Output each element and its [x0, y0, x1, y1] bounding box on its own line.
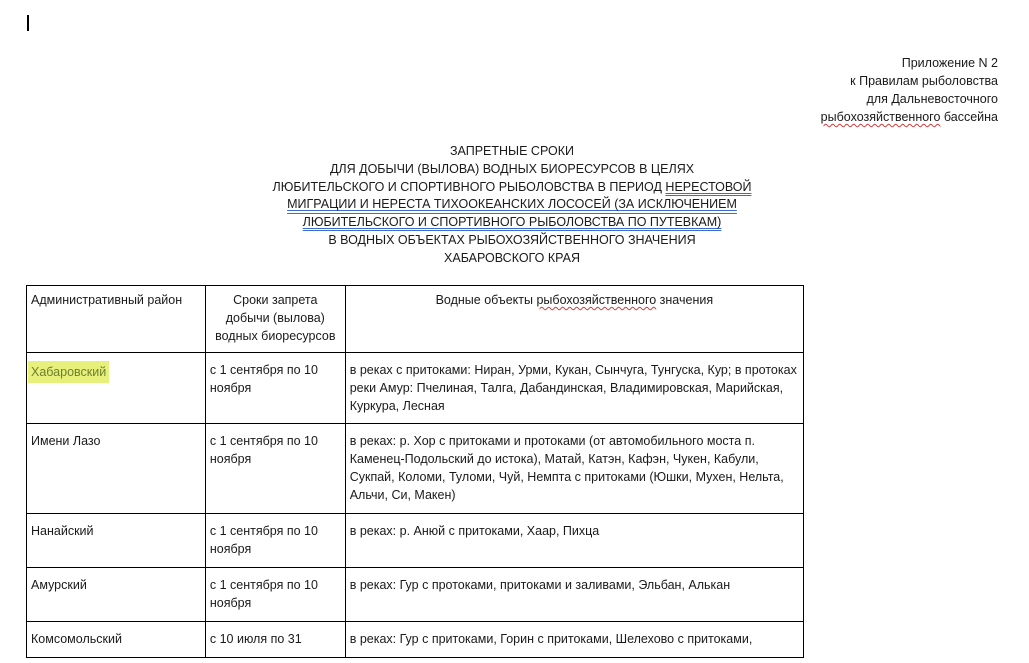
title-line-2: ДЛЯ ДОБЫЧИ (ВЫЛОВА) ВОДНЫХ БИОРЕСУРСОВ В ЦЕЛЯХ: [329, 161, 695, 176]
appendix-header: [821, 54, 998, 126]
table-row: [27, 568, 804, 622]
restrictions-table: [26, 285, 804, 658]
row-waters: в реках: р. Хор с притоками и протоками (от автомобильного моста п. Каменец-Подольский до истока), Матай, Катэн, Кафэн, Чукен, Кабули, Сукпай, Коломи, Туломи, Чуй, Немпта с притоками (Юшки, Мухен, Нельта, Альчи, Си, Макен): [345, 424, 803, 514]
row-waters: в реках с притоками: Ниран, Урми, Кукан, Сынчуга, Тунгуска, Кур; в протоках реки Амур: Пчелиная, Талга, Дабандинская, Владимировская, Марийская, Куркура, Лесная: [345, 353, 803, 424]
row-period: с 1 сентября по 10 ноября: [205, 353, 345, 424]
table-row: [27, 424, 804, 514]
appendix-line-2: к Правилам рыболовства: [850, 74, 998, 88]
row-district: Имени Лазо: [27, 424, 206, 514]
appendix-line-4-word: рыбохозяйственного: [820, 110, 941, 124]
row-waters: в реках: Гур с протоками, притоками и заливами, Эльбан, Алькан: [345, 568, 803, 622]
title-line-4: МИГРАЦИИ И НЕРЕСТА ТИХООКЕАНСКИХ ЛОСОСЕЙ (ЗА ИСКЛЮЧЕНИЕМ: [287, 197, 737, 212]
row-waters: в реках: р. Анюй с притоками, Хаар, Пихца: [345, 514, 803, 568]
title-line-7: ХАБАРОВСКОГО КРАЯ: [444, 250, 580, 265]
table-row: [27, 353, 804, 424]
district-text: Хабаровский: [31, 365, 107, 379]
appendix-line-4: [821, 108, 998, 126]
appendix-line-3: для Дальневосточного: [866, 92, 998, 106]
row-period: с 10 июля по 31: [205, 622, 345, 658]
row-district[interactable]: [27, 353, 206, 424]
row-period: с 1 сентября по 10 ноября: [205, 514, 345, 568]
document-title: [0, 143, 1024, 268]
header-waters-c: значения: [656, 293, 714, 307]
text-cursor: [27, 15, 29, 31]
header-waters: [345, 286, 803, 353]
row-period: с 1 сентября по 10 ноября: [205, 424, 345, 514]
header-waters-a: Водные объекты: [435, 293, 537, 307]
appendix-line-4-rest: бассейна: [940, 110, 998, 124]
table-row: [27, 514, 804, 568]
title-line-3: [0, 179, 1024, 197]
table-row: [27, 622, 804, 658]
highlighted-district[interactable]: [28, 361, 109, 383]
header-period: Сроки запрета добычи (вылова) водных биоресурсов: [205, 286, 345, 353]
title-line-6: В ВОДНЫХ ОБЪЕКТАХ РЫБОХОЗЯЙСТВЕННОГО ЗНАЧЕНИЯ: [328, 232, 696, 247]
title-line-3b: НЕРЕСТОВОЙ: [665, 179, 752, 194]
row-district: Амурский: [27, 568, 206, 622]
header-waters-b: рыбохозяйственного: [536, 293, 657, 307]
table-header-row: [27, 286, 804, 353]
appendix-line-1: Приложение N 2: [901, 56, 998, 70]
header-district: Административный район: [27, 286, 206, 353]
title-line-1: ЗАПРЕТНЫЕ СРОКИ: [449, 144, 575, 158]
row-waters: в реках: Гур с притоками, Горин с притоками, Шелехово с притоками,: [345, 622, 803, 658]
row-district: Нанайский: [27, 514, 206, 568]
title-line-3a: ЛЮБИТЕЛЬСКОГО И СПОРТИВНОГО РЫБОЛОВСТВА В ПЕРИОД: [272, 179, 666, 194]
row-district: Комсомольский: [27, 622, 206, 658]
row-period: с 1 сентября по 10 ноября: [205, 568, 345, 622]
title-line-5: ЛЮБИТЕЛЬСКОГО И СПОРТИВНОГО РЫБОЛОВСТВА ПО ПУТЕВКАМ): [302, 215, 722, 230]
